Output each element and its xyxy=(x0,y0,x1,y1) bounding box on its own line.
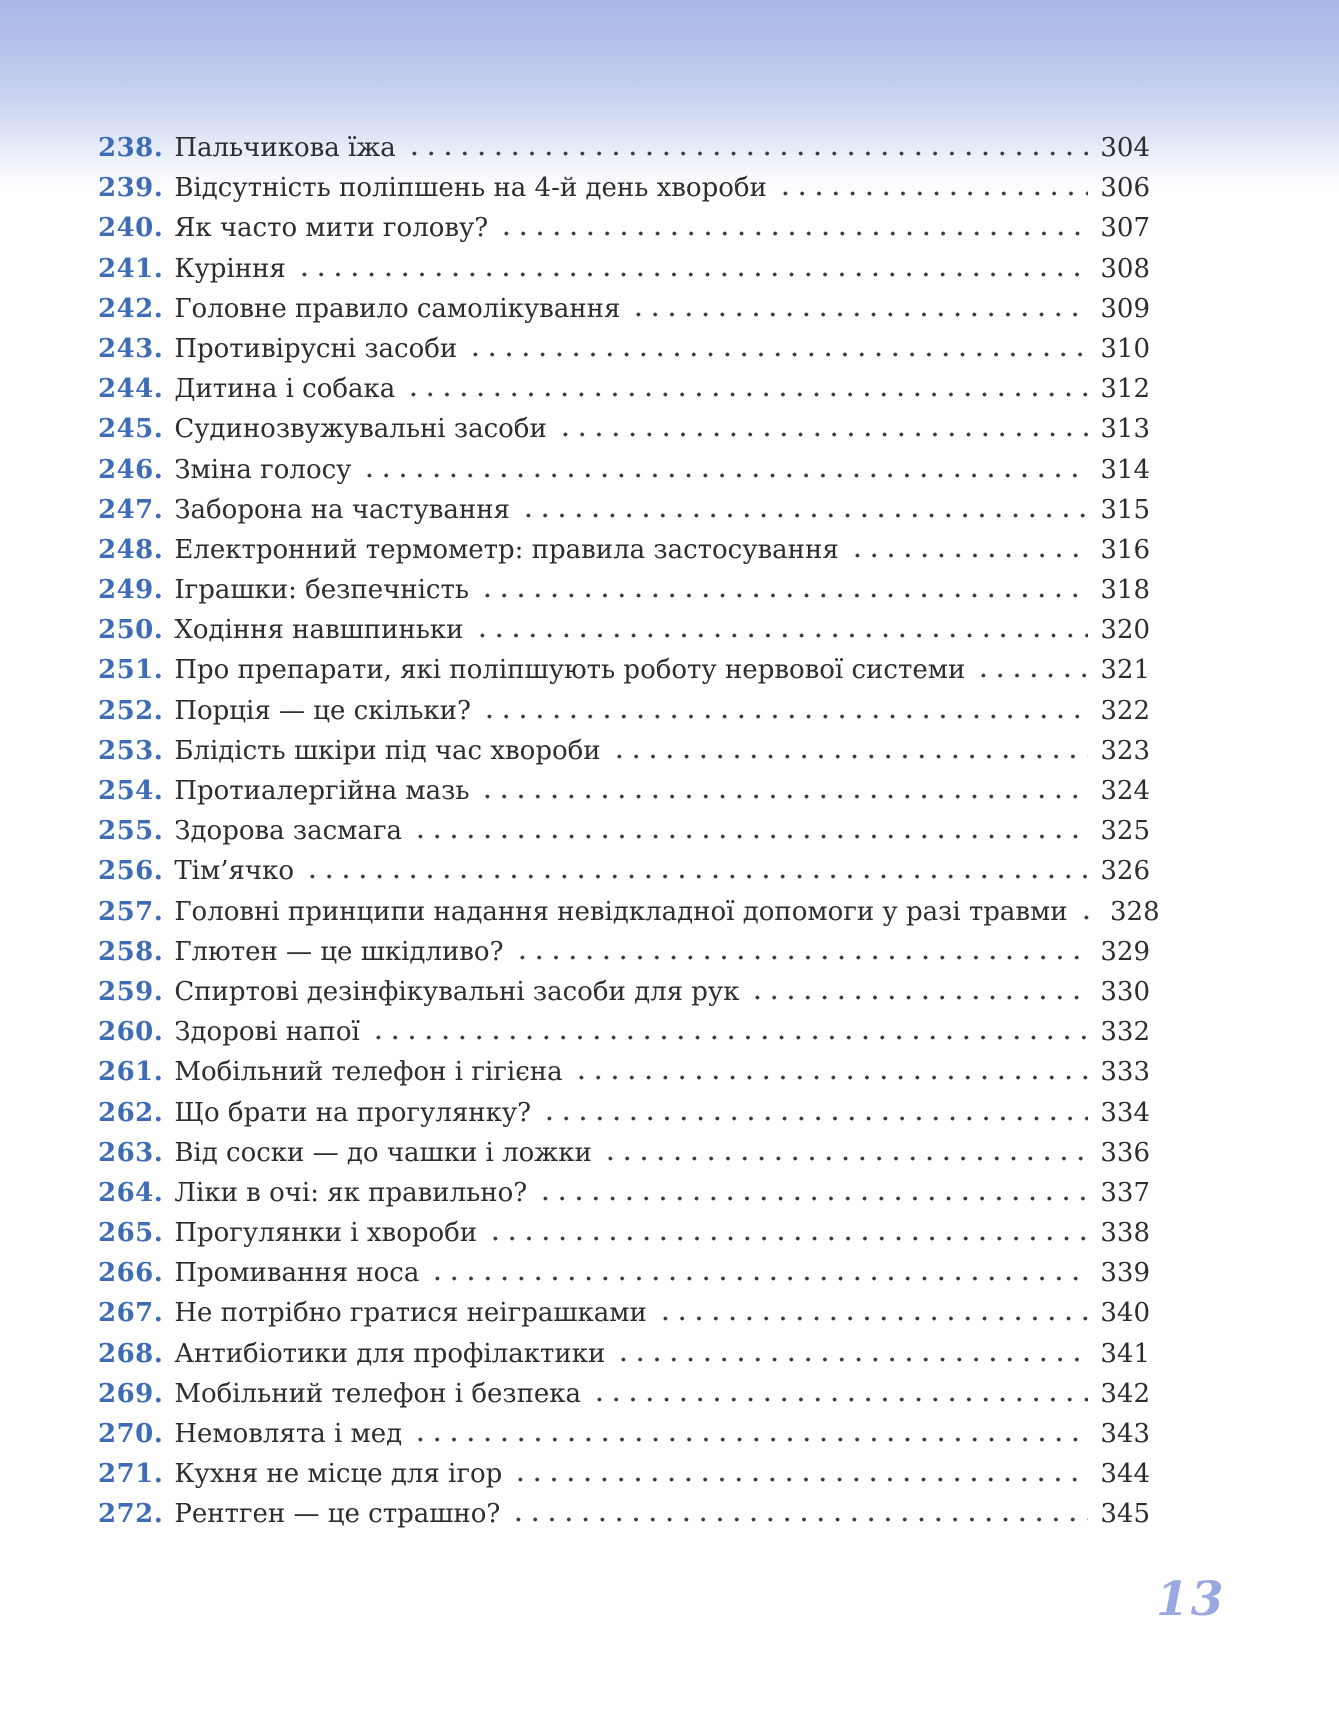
toc-list xyxy=(98,133,1160,1540)
toc-entry xyxy=(98,1339,1150,1379)
toc-entry xyxy=(98,1017,1150,1057)
entry-number: 248. xyxy=(98,534,164,565)
toc-entry xyxy=(98,615,1150,655)
entry-page: 337 xyxy=(1100,1177,1150,1208)
entry-title: Заборона на частування xyxy=(174,494,510,525)
toc-entry xyxy=(98,696,1150,736)
entry-number: 260. xyxy=(98,1017,164,1048)
entry-page: 316 xyxy=(1100,534,1150,565)
dot-leader xyxy=(630,312,1088,317)
entry-title: Пальчикова їжа xyxy=(174,133,396,163)
dot-leader xyxy=(573,1075,1088,1080)
entry-number: 246. xyxy=(98,454,164,485)
entry-page: 312 xyxy=(1100,374,1150,405)
entry-number: 270. xyxy=(98,1419,164,1449)
dot-leader xyxy=(615,1357,1088,1362)
toc-entry xyxy=(98,455,1150,495)
dot-leader xyxy=(479,593,1088,598)
entry-title: Здорові напої xyxy=(174,1017,360,1048)
dot-leader xyxy=(611,754,1088,759)
dot-leader xyxy=(1078,915,1098,920)
entry-title: Головне правило самолікування xyxy=(174,293,621,324)
toc-entry xyxy=(98,816,1150,856)
entry-number: 272. xyxy=(98,1499,164,1530)
toc-entry xyxy=(98,776,1150,816)
entry-number: 264. xyxy=(98,1177,164,1208)
toc-entry xyxy=(98,937,1150,977)
entry-title: Промивання носа xyxy=(174,1258,420,1289)
entry-page: 309 xyxy=(1100,293,1150,324)
entry-number: 249. xyxy=(98,575,164,606)
dot-leader xyxy=(975,673,1088,678)
entry-page: 336 xyxy=(1100,1137,1150,1168)
dot-leader xyxy=(657,1316,1088,1321)
toc-entry xyxy=(98,1298,1150,1338)
dot-leader xyxy=(467,352,1088,357)
entry-page: 321 xyxy=(1100,655,1150,686)
entry-number: 262. xyxy=(98,1097,164,1128)
toc-entry xyxy=(98,1057,1150,1097)
entry-title: Блідість шкіри під час хвороби xyxy=(174,735,601,766)
dot-leader xyxy=(412,834,1088,839)
dot-leader xyxy=(487,1236,1088,1241)
entry-number: 259. xyxy=(98,976,164,1007)
entry-number: 241. xyxy=(98,253,164,284)
toc-entry xyxy=(98,414,1150,454)
toc-entry xyxy=(98,1178,1150,1218)
entry-page: 304 xyxy=(1100,133,1150,163)
dot-leader xyxy=(512,1477,1088,1482)
entry-title: Рентген — це страшно? xyxy=(174,1499,501,1530)
entry-title: Відсутність поліпшень на 4-й день хвороби xyxy=(174,173,767,204)
toc-entry xyxy=(98,1499,1150,1539)
toc-entry xyxy=(98,1419,1150,1459)
dot-leader xyxy=(406,151,1088,156)
entry-page: 310 xyxy=(1100,333,1150,364)
toc-entry xyxy=(98,213,1150,253)
entry-title: Мобільний телефон і безпека xyxy=(174,1378,582,1409)
entry-number: 266. xyxy=(98,1258,164,1289)
dot-leader xyxy=(304,874,1088,879)
dot-leader xyxy=(498,231,1088,236)
entry-title: Глютен — це шкідливо? xyxy=(174,936,504,967)
toc-entry xyxy=(98,896,1160,937)
dot-leader xyxy=(510,1517,1088,1522)
entry-title: Здорова засмага xyxy=(174,816,402,847)
entry-number: 269. xyxy=(98,1378,164,1409)
entry-number: 239. xyxy=(98,173,164,204)
entry-number: 253. xyxy=(98,735,164,766)
dot-leader xyxy=(591,1397,1088,1402)
entry-number: 243. xyxy=(98,333,164,364)
toc-entry xyxy=(98,1459,1150,1499)
dot-leader xyxy=(479,794,1088,799)
entry-number: 242. xyxy=(98,293,164,324)
dot-leader xyxy=(481,714,1088,719)
entry-title: Іграшки: безпечність xyxy=(174,575,470,606)
entry-page: 318 xyxy=(1100,575,1150,606)
entry-page: 340 xyxy=(1100,1298,1150,1329)
entry-title: Мобільний телефон і гігієна xyxy=(174,1057,563,1088)
toc-entry xyxy=(98,133,1150,173)
entry-title: Про препарати, які поліпшують роботу нервової системи xyxy=(174,655,966,686)
entry-page: 324 xyxy=(1100,776,1150,806)
entry-title: Зміна голосу xyxy=(174,454,352,485)
entry-page: 344 xyxy=(1100,1459,1150,1490)
entry-title: Противірусні засоби xyxy=(174,333,458,364)
entry-page: 338 xyxy=(1100,1218,1150,1249)
entry-number: 254. xyxy=(98,776,164,806)
entry-title: Спиртові дезінфікувальні засоби для рук xyxy=(174,976,740,1007)
toc-entry xyxy=(98,1138,1150,1178)
toc-entry xyxy=(98,374,1150,414)
dot-leader xyxy=(429,1276,1088,1281)
entry-number: 250. xyxy=(98,615,164,646)
toc-entry xyxy=(98,1098,1150,1138)
toc-entry xyxy=(98,1218,1150,1258)
entry-title: Судинозвужувальні засоби xyxy=(174,414,547,445)
entry-title: Що брати на прогулянку? xyxy=(174,1097,532,1128)
entry-title: Тім’ячко xyxy=(174,856,294,887)
entry-page: 330 xyxy=(1100,976,1150,1007)
dot-leader xyxy=(541,1116,1088,1121)
entry-number: 252. xyxy=(98,695,164,726)
entry-page: 307 xyxy=(1100,213,1150,244)
entry-page: 323 xyxy=(1100,735,1150,766)
entry-number: 267. xyxy=(98,1298,164,1329)
toc-entry xyxy=(98,977,1150,1017)
entry-page: 315 xyxy=(1100,494,1150,525)
dot-leader xyxy=(361,473,1088,478)
toc-entry xyxy=(98,294,1150,334)
entry-page: 332 xyxy=(1100,1017,1150,1048)
entry-page: 334 xyxy=(1100,1097,1150,1128)
entry-title: Кухня не місце для ігор xyxy=(174,1459,503,1490)
dot-leader xyxy=(296,272,1088,277)
toc-entry xyxy=(98,575,1150,615)
entry-number: 263. xyxy=(98,1137,164,1168)
entry-title: Куріння xyxy=(174,253,286,284)
entry-page: 306 xyxy=(1100,173,1150,204)
entry-title: Порція — це скільки? xyxy=(174,695,471,726)
entry-page: 345 xyxy=(1100,1499,1150,1530)
entry-number: 240. xyxy=(98,213,164,244)
toc-entry xyxy=(98,1379,1150,1419)
entry-number: 271. xyxy=(98,1459,164,1490)
entry-page: 333 xyxy=(1100,1057,1150,1088)
entry-number: 255. xyxy=(98,816,164,847)
entry-title: Головні принципи надання невідкладної допомоги у разі травми xyxy=(174,896,1068,927)
entry-title: Ліки в очі: як правильно? xyxy=(174,1177,528,1208)
entry-title: Електронний термометр: правила застосування xyxy=(174,534,839,565)
entry-title: Від соски — до чашки і ложки xyxy=(174,1137,592,1168)
dot-leader xyxy=(537,1196,1088,1201)
dot-leader xyxy=(777,191,1088,196)
toc-entry xyxy=(98,856,1150,896)
entry-page: 342 xyxy=(1100,1378,1150,1409)
toc-entry xyxy=(98,254,1150,294)
toc-entry xyxy=(98,1258,1150,1298)
entry-number: 258. xyxy=(98,936,164,967)
toc-entry xyxy=(98,334,1150,374)
dot-leader xyxy=(370,1035,1088,1040)
entry-page: 343 xyxy=(1100,1419,1150,1449)
dot-leader xyxy=(849,553,1088,558)
entry-number: 245. xyxy=(98,414,164,445)
dot-leader xyxy=(749,995,1088,1000)
entry-page: 325 xyxy=(1100,816,1150,847)
toc-entry xyxy=(98,736,1150,776)
entry-page: 320 xyxy=(1100,615,1150,646)
entry-page: 328 xyxy=(1109,896,1160,927)
entry-title: Антибіотики для профілактики xyxy=(174,1338,606,1369)
page-number-folio: 13 xyxy=(1156,1572,1226,1627)
entry-number: 256. xyxy=(98,856,164,887)
entry-page: 329 xyxy=(1100,936,1150,967)
entry-page: 341 xyxy=(1100,1338,1150,1369)
toc-entry xyxy=(98,535,1150,575)
dot-leader xyxy=(520,513,1088,518)
entry-page: 308 xyxy=(1100,253,1150,284)
toc-entry xyxy=(98,173,1150,213)
dot-leader xyxy=(412,1437,1088,1442)
entry-number: 265. xyxy=(98,1218,164,1249)
entry-number: 268. xyxy=(98,1338,164,1369)
dot-leader xyxy=(557,432,1088,437)
entry-title: Дитина і собака xyxy=(174,374,396,405)
entry-title: Ходіння навшпиньки xyxy=(174,615,464,646)
entry-page: 326 xyxy=(1100,856,1150,887)
entry-page: 314 xyxy=(1100,454,1150,485)
dot-leader xyxy=(514,955,1088,960)
entry-page: 339 xyxy=(1100,1258,1150,1289)
entry-title: Прогулянки і хвороби xyxy=(174,1218,478,1249)
entry-number: 244. xyxy=(98,374,164,405)
entry-title: Як часто мити голову? xyxy=(174,213,489,244)
entry-page: 313 xyxy=(1100,414,1150,445)
entry-title: Протиалергійна мазь xyxy=(174,776,470,806)
entry-title: Немовлята і мед xyxy=(174,1419,403,1449)
dot-leader xyxy=(602,1156,1088,1161)
entry-number: 251. xyxy=(98,655,164,686)
entry-number: 238. xyxy=(98,133,164,163)
entry-number: 247. xyxy=(98,494,164,525)
toc-entry xyxy=(98,655,1150,695)
entry-title: Не потрібно гратися неіграшками xyxy=(174,1298,647,1329)
entry-page: 322 xyxy=(1100,695,1150,726)
toc-entry xyxy=(98,495,1150,535)
entry-number: 257. xyxy=(98,896,164,927)
dot-leader xyxy=(405,392,1088,397)
entry-number: 261. xyxy=(98,1057,164,1088)
dot-leader xyxy=(474,633,1088,638)
